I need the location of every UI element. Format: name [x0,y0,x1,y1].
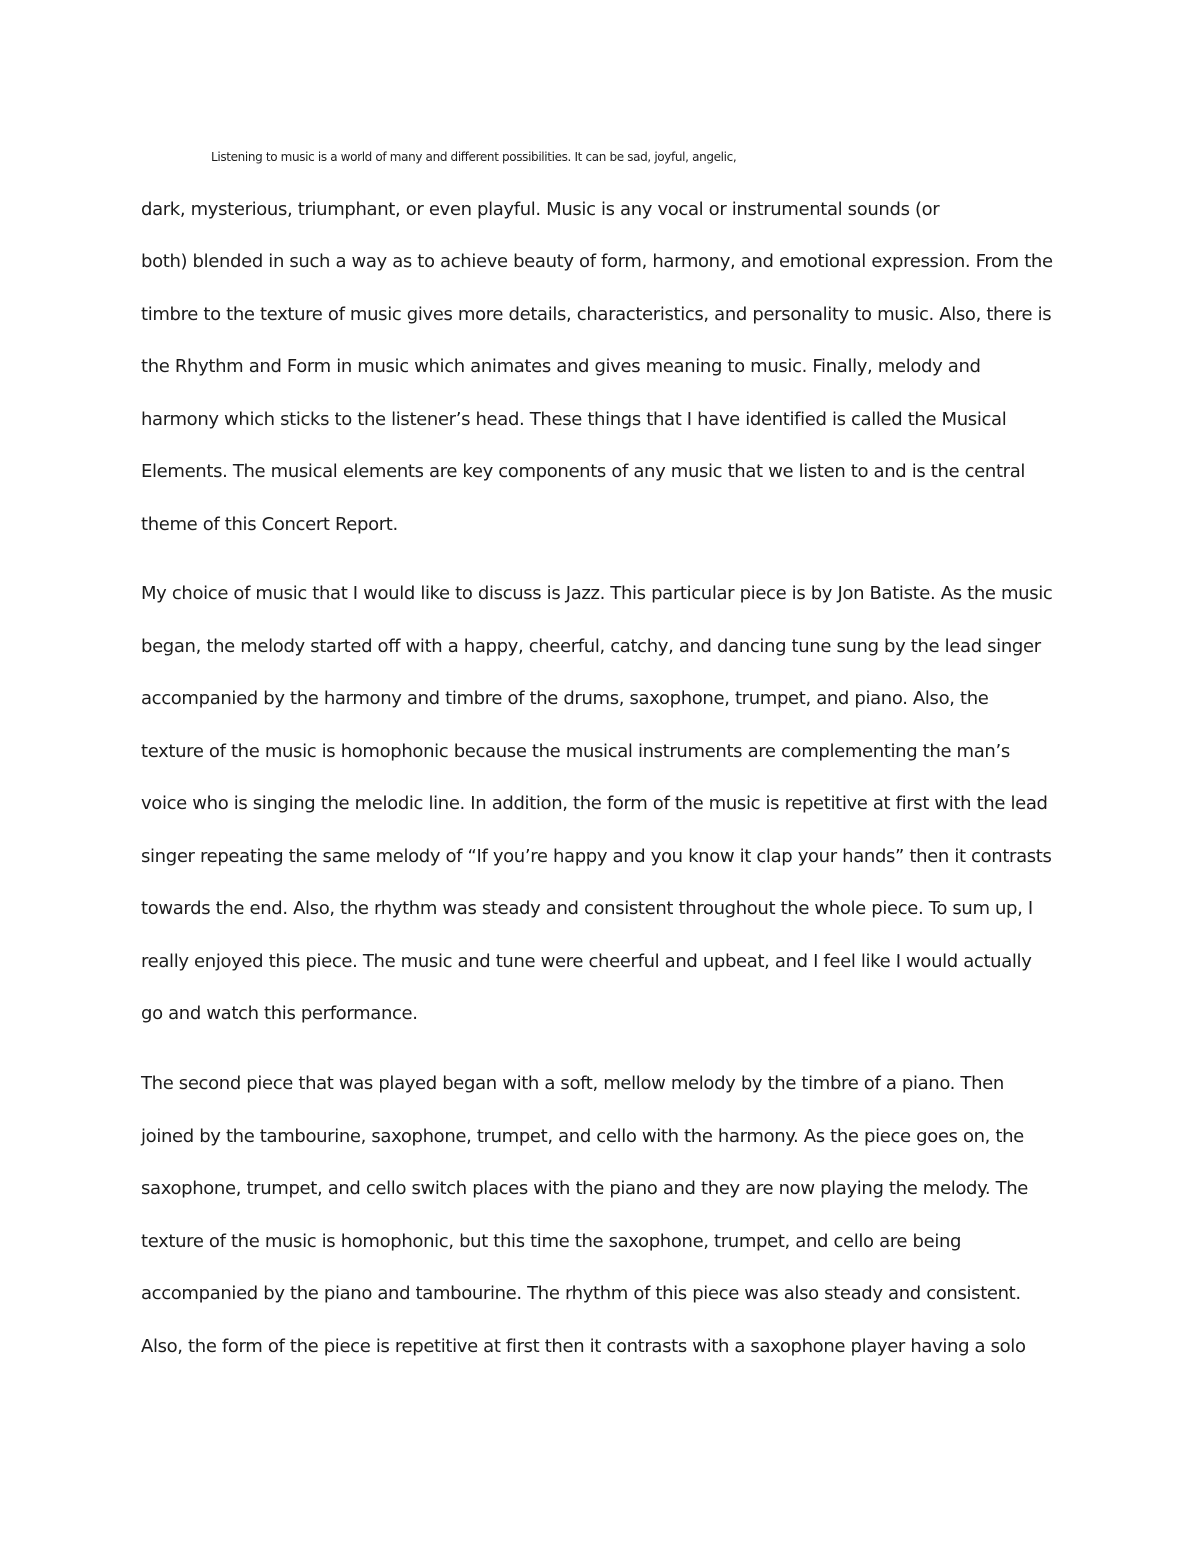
p2-line-9: go and watch this performance. [141,1003,418,1024]
p3-line-6: Also, the form of the piece is repetitive at first then it contrasts with a saxophone player having a solo [141,1336,1026,1357]
p3-line-5: accompanied by the piano and tambourine. The rhythm of this piece was also steady and consistent. [141,1283,1021,1304]
p2-line-5: voice who is singing the melodic line. In addition, the form of the music is repetitive at first with the lead [141,793,1048,814]
p1-line-1: Listening to music is a world of many and different possibilities. It can be sad, joyful, angelic, [211,150,737,164]
p2-line-4: texture of the music is homophonic because the musical instruments are complementing the man’s [141,741,1010,762]
p2-line-7: towards the end. Also, the rhythm was steady and consistent throughout the whole piece. To sum up, I [141,898,1033,919]
p2-line-1: My choice of music that I would like to discuss is Jazz. This particular piece is by Jon Batiste. As the music [141,583,1053,604]
p1-line-7: Elements. The musical elements are key components of any music that we listen to and is the central [141,461,1026,482]
p1-line-5: the Rhythm and Form in music which animates and gives meaning to music. Finally, melody and [141,356,981,377]
p1-line-2: dark, mysterious, triumphant, or even playful. Music is any vocal or instrumental sounds (or [141,199,940,220]
p1-line-3: both) blended in such a way as to achieve beauty of form, harmony, and emotional expression. From the [141,251,1053,272]
p1-line-6: harmony which sticks to the listener’s head. These things that I have identified is called the Musical [141,409,1007,430]
p2-line-3: accompanied by the harmony and timbre of the drums, saxophone, trumpet, and piano. Also, the [141,688,989,709]
p1-line-4: timbre to the texture of music gives more details, characteristics, and personality to music. Also, there is [141,304,1052,325]
p2-line-2: began, the melody started off with a happy, cheerful, catchy, and dancing tune sung by the lead singer [141,636,1041,657]
p2-line-6: singer repeating the same melody of “If you’re happy and you know it clap your hands” then it contrasts [141,846,1052,867]
p3-line-4: texture of the music is homophonic, but this time the saxophone, trumpet, and cello are being [141,1231,962,1252]
p1-line-8: theme of this Concert Report. [141,514,398,535]
p3-line-2: joined by the tambourine, saxophone, trumpet, and cello with the harmony. As the piece goes on, the [141,1126,1024,1147]
p3-line-1: The second piece that was played began with a soft, mellow melody by the timbre of a piano. Then [141,1073,1004,1094]
p2-line-8: really enjoyed this piece. The music and tune were cheerful and upbeat, and I feel like I would actually [141,951,1032,972]
p3-line-3: saxophone, trumpet, and cello switch places with the piano and they are now playing the melody. The [141,1178,1028,1199]
